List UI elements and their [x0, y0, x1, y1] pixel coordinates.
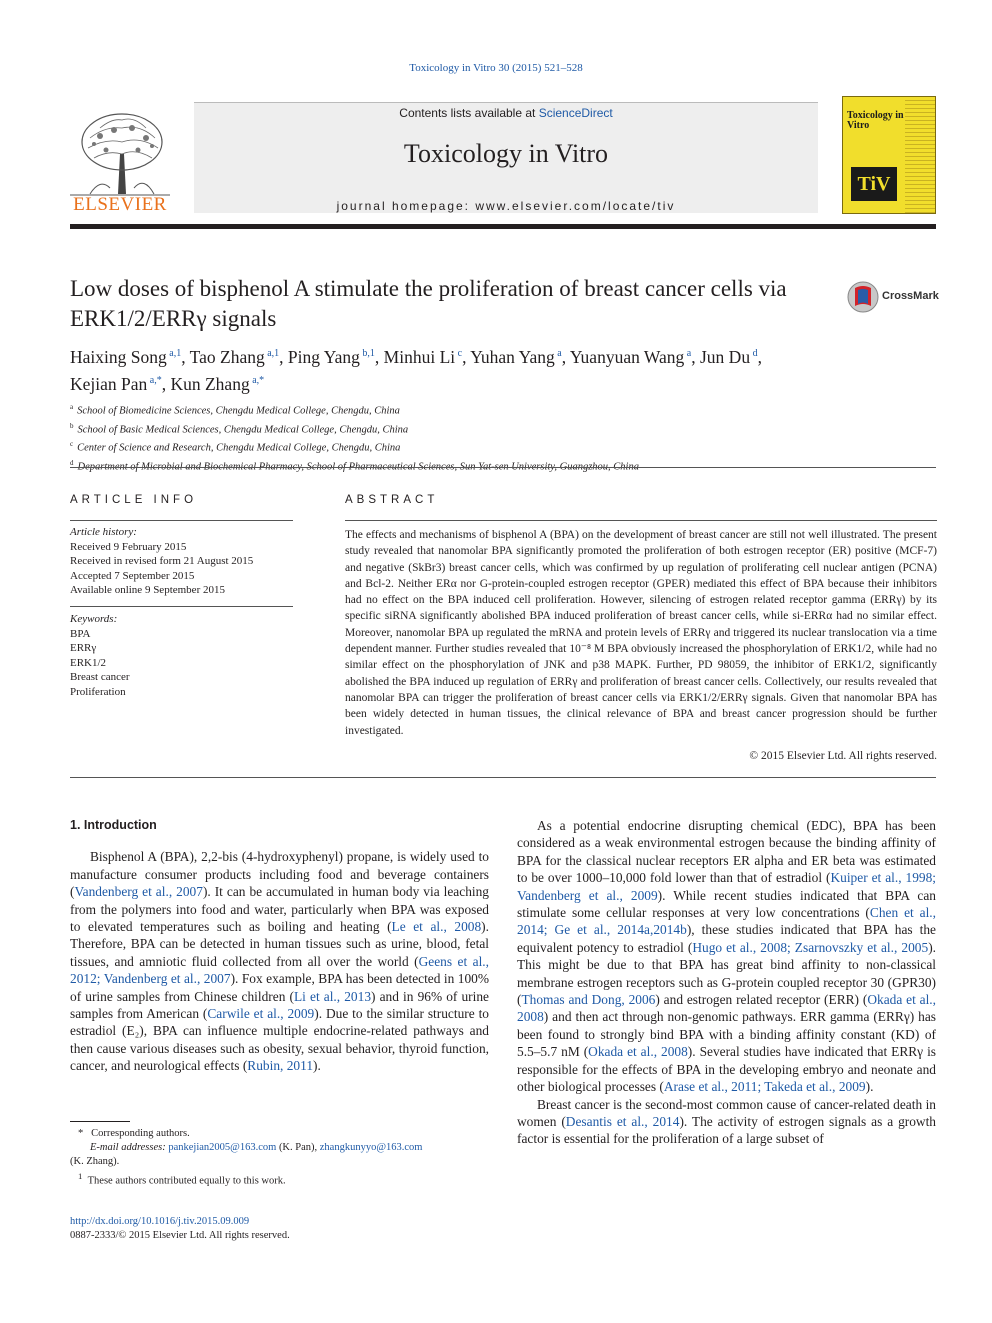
history-item: Received 9 February 2015 [70, 540, 187, 553]
footnote-corresponding [70, 1127, 490, 1141]
paragraph-text: ) and estrogen related receptor (ERR) ( [655, 992, 868, 1008]
footnote-equal [70, 1169, 490, 1189]
crossmark-label: CrossMark [882, 290, 939, 302]
citation-link[interactable]: Li et al., 2013 [293, 988, 372, 1004]
journal-cover-image[interactable] [842, 96, 936, 214]
author-list: Haixing Song $^{a,1}$, Tao Zhang $^{a,1}$, Ping Yang $^{b,1}$, Minhui Li $^c$, Yuhan Yang $^a$, Yuanyuan Wang $^a$, Jun Du $^d$, Kejian Pan $^{a,*}$, Kun Zhang $^{a,*}$ [70, 346, 762, 394]
email-label: E-mail addresses: [90, 1142, 166, 1153]
author-affiliation-mark[interactable]: b,1 [359, 348, 375, 359]
author-name[interactable]: Kun Zhang [170, 373, 250, 394]
keyword-item: Breast cancer [70, 671, 130, 683]
divider [70, 467, 936, 468]
author-name[interactable]: Kejian Pan [70, 373, 148, 394]
keyword-item: ERK1/2 [70, 656, 107, 669]
doi-block [70, 1215, 490, 1243]
citation-link[interactable]: Chen et al., 2014; Ge et al., 2014a,2014b [517, 905, 937, 938]
doi-link[interactable]: http://dx.doi.org/10.1016/j.tiv.2015.09.009 [70, 1216, 250, 1227]
keyword-item: ERRγ [70, 642, 97, 654]
affiliation-item [70, 437, 936, 456]
citation-link[interactable]: Okada et al., 2008 [588, 1044, 688, 1060]
citation-link[interactable]: Arase et al., 2011; Takeda et al., 2009 [663, 1079, 866, 1095]
paragraph-text: ). Fox example, BPA has been detected in 100% of urine samples from Chinese children ( [70, 971, 489, 1004]
paragraph-text: ). [313, 1058, 321, 1074]
footnote-mark: * [78, 1128, 92, 1139]
author-name[interactable]: Jun Du [700, 346, 751, 367]
paragraph-text: ). [865, 1079, 874, 1095]
cover-title: Toxicology in Vitro [847, 110, 904, 131]
elsevier-wordmark: ELSEVIER [73, 194, 167, 215]
affiliation-text: School of Biomedicine Sciences, Chengdu Medical College, Chengdu, China [77, 405, 400, 417]
paragraph-text: ). This might be due to that BPA has great bind affinity to non-classical membrane estrogen receptors such as G-protein coupled receptor 30 (GPR30) ( [517, 939, 936, 1008]
citation-link[interactable]: Le et al., 2008 [391, 919, 482, 935]
paragraph-text: ), these studies indicated that BPA has the equivalent potency to estradiol ( [517, 922, 936, 955]
citation-link[interactable]: Geens et al., 2012; Vandenberg et al., 2007 [70, 953, 489, 987]
journal-citation[interactable]: Toxicology in Vitro 30 (2015) 521–528 [409, 62, 583, 74]
email-link-zhang[interactable]: zhangkunyyo@163.com [319, 1142, 423, 1153]
keyword-item: Proliferation [70, 685, 126, 698]
crossmark-button[interactable] [846, 280, 938, 314]
paragraph-text: ) and in 96% of urine samples from American ( [70, 988, 490, 1022]
footnote-rule [70, 1121, 130, 1122]
article-info-heading: ARTICLE INFO [70, 494, 198, 506]
email-owner: (K. Pan), [278, 1142, 318, 1153]
paragraph-text: ). Several studies have indicated that ERRγ is responsible for the effects of BPA in the developing embryo and neonate and other biological processes ( [517, 1044, 936, 1095]
author-affiliation-mark[interactable]: a,1 [166, 348, 182, 359]
paragraph-text: ). Due to the similar structure to estradiol (E₂), BPA can influence multiple endocrine-related pathways and then cause various diseases such as obesity, sexual behavior, thyroid function, cancer, and neurological effects ( [70, 1006, 489, 1074]
author-affiliation-mark[interactable]: a,* [147, 374, 162, 386]
abstract-heading: ABSTRACT [345, 494, 439, 506]
affiliation-key: d [70, 458, 74, 467]
issn-line: 0887-2333/© 2015 Elsevier Ltd. All rights reserved. [70, 1230, 290, 1241]
affiliation-text: School of Basic Medical Sciences, Chengdu Medical College, Chengdu, China [77, 424, 409, 435]
body-paragraph [517, 817, 936, 1096]
contents-line [194, 106, 818, 120]
header-rule [70, 224, 936, 229]
journal-name: Toxicology in Vitro [403, 139, 609, 168]
author-affiliation-mark[interactable]: a,1 [264, 348, 280, 359]
sciencedirect-link[interactable]: ScienceDirect [538, 106, 613, 120]
history-item: Accepted 7 September 2015 [70, 569, 195, 582]
author-name[interactable]: Haixing Song [70, 346, 167, 367]
journal-homepage[interactable]: journal homepage: www.elsevier.com/locate/tiv [336, 199, 676, 213]
divider [345, 520, 937, 521]
author-name[interactable]: Yuanyuan Wang [569, 346, 685, 367]
citation-link[interactable]: Okada et al., 2008 [517, 992, 936, 1025]
body-paragraph [517, 1096, 936, 1148]
cover-tiv-logo: TiV [851, 167, 897, 201]
article-title: Low doses of bisphenol A stimulate the proliferation of breast cancer cells via ERK1/2/ERRγ signals [70, 276, 787, 331]
author-name[interactable]: Tao Zhang [189, 346, 265, 367]
affiliation-list [70, 400, 936, 474]
paragraph-text: ). Therefore, BPA can be detected in human tissues such as urine, blood, fetal tissues, and amniotic fluid collected from all over the world ( [70, 919, 489, 969]
affiliation-item [70, 419, 936, 438]
author-affiliation-mark[interactable]: a [684, 348, 692, 359]
citation-link[interactable]: Thomas and Dong, 2006 [521, 992, 656, 1008]
cover-stripes [905, 97, 935, 214]
history-item: Available online 9 September 2015 [70, 584, 225, 596]
divider [70, 606, 293, 607]
abstract-text: The effects and mechanisms of bisphenol A (BPA) on the development of breast cancer are still not well illustrated. The present study revealed that nanomolar BPA significantly promoted the proliferation of both estrogen receptor (ER) positive (MCF-7) and negative (SkBr3) breast cancer cells, which was confirmed by up regulation of proliferating cell nuclear antigen (PCNA) and Bcl-2. Neither ERα nor G-protein-coupled estrogen receptor (GPER) mediated this effect of BPA because their inhibitors had no effect on the BPA induced cell proliferation. However, silencing of estrogen related receptor gamma (ERRγ) by its specific siRNA significantly abolished BPA induced proliferation of breast cancer cells, while si-ERRα had no similar effect. Moreover, nanomolar BPA up regulated the mRNA and protein levels of ERRγ and triggered its nuclear translocation via a time dependent manner. Further studies revealed that 10⁻⁸ M BPA obviously increased the phosphorylation of ERK1/2, while had no similar effect on the phosphorylation of JNK and p38 MAPK. Further, PD 98059, the inhibitor of ERK1/2, significantly abolished the BPA induced up regulation of ERRγ and proliferation of breast cancer cells. Collectively, our results revealed that nanomolar BPA can trigger the proliferation of breast cancer cells via ERK1/2/ERRγ signals. Given that nanomolar BPA has been widely detected in human tissues, the clinical relevance of BPA and breast cancer progression should be further investigated. [345, 529, 937, 737]
journal-masthead [70, 94, 936, 218]
citation-link[interactable]: Desantis et al., 2014 [565, 1113, 680, 1129]
contents-prefix: Contents lists available at [399, 106, 539, 120]
affiliation-item [70, 400, 936, 419]
author-name[interactable]: Ping Yang [287, 346, 360, 367]
affiliation-item [70, 456, 936, 475]
paragraph-text: ). It can be accumulated in human body via leaching from the polymers into food and water, particularly when BPA was exposed to elevated temperatures such as boiling and heating ( [70, 884, 489, 935]
history-item: Received in revised form 21 August 2015 [70, 555, 254, 567]
body-column-right [517, 817, 936, 1148]
author-affiliation-mark[interactable]: c [455, 348, 463, 359]
crossmark-icon [846, 280, 880, 314]
footnotes [70, 1127, 490, 1189]
abstract-copyright: © 2015 Elsevier Ltd. All rights reserved. [749, 750, 937, 762]
affiliation-key: a [70, 403, 74, 411]
section-heading: 1. Introduction [70, 818, 157, 832]
citation-link[interactable]: Kuiper et al., 1998; Vandenberg et al., 2009 [517, 870, 936, 903]
paragraph-text: ). The activity of estrogen signals as a growth factor is essential for the proliferation of a large subset of [517, 1113, 937, 1147]
footnote-text: Corresponding authors. [91, 1128, 190, 1139]
history-label: Article history: [70, 526, 137, 538]
citation-link[interactable]: Vandenberg et al., 2007 [74, 884, 203, 900]
footnote-mark: 1 [78, 1171, 83, 1181]
author-name[interactable]: Minhui Li [383, 346, 456, 367]
affiliation-key: c [70, 440, 74, 448]
author-affiliation-mark[interactable]: a,* [249, 374, 265, 386]
footnote-emails-cont: (K. Zhang). [70, 1156, 120, 1167]
paragraph-text: As a potential endocrine disrupting chemical (EDC), BPA has been considered as a weak environmental estrogen because the binding affinity of BPA for the classical nuclear receptors ER alpha and ER beta was estimated to be over 1000–10,000 fold lower than that of estradiol ( [517, 818, 936, 886]
keyword-list [70, 612, 293, 699]
footnote-text: These authors contributed equally to this work. [87, 1175, 286, 1187]
divider [70, 777, 936, 778]
journal-band [194, 102, 818, 213]
body-paragraph [70, 848, 489, 1074]
footnote-emails [70, 1141, 490, 1155]
keyword-label: Keywords: [70, 613, 118, 625]
body-column-left [70, 817, 489, 1075]
email-link-pan[interactable]: pankejian2005@163.com [168, 1142, 277, 1153]
divider [70, 520, 293, 521]
paragraph-text: ) and then act through non-genomic pathways. ERR gamma (ERRγ) has been found to strongly bind BPA with a binding affinity constant (KD) of 5.5–5.7 nM ( [517, 1009, 936, 1060]
author-affiliation-mark[interactable]: a [554, 348, 562, 359]
paragraph-text: ). While recent studies indicated that BPA can stimulate some cellular responses at very low concentrations ( [517, 887, 936, 921]
paragraph-text: Bisphenol A (BPA), 2,2-bis (4-hydroxyphenyl) propane, is widely used to manufacture consumer products including food and beverage containers ( [70, 849, 489, 900]
article-history [70, 525, 293, 598]
citation-link[interactable]: Rubin, 2011 [247, 1058, 314, 1074]
citation-link[interactable]: Hugo et al., 2008; Zsarnovszky et al., 2005 [692, 939, 929, 955]
affiliation-key: b [70, 421, 74, 430]
keyword-item: BPA [70, 627, 91, 640]
author-name[interactable]: Yuhan Yang [470, 346, 555, 367]
paragraph-text: Breast cancer is the second-most common cause of cancer-related death in women ( [517, 1096, 936, 1129]
affiliation-text: Center of Science and Research, Chengdu Medical College, Chengdu, China [77, 442, 401, 454]
citation-link[interactable]: Carwile et al., 2009 [207, 1006, 315, 1022]
author-affiliation-mark[interactable]: d [750, 348, 758, 359]
